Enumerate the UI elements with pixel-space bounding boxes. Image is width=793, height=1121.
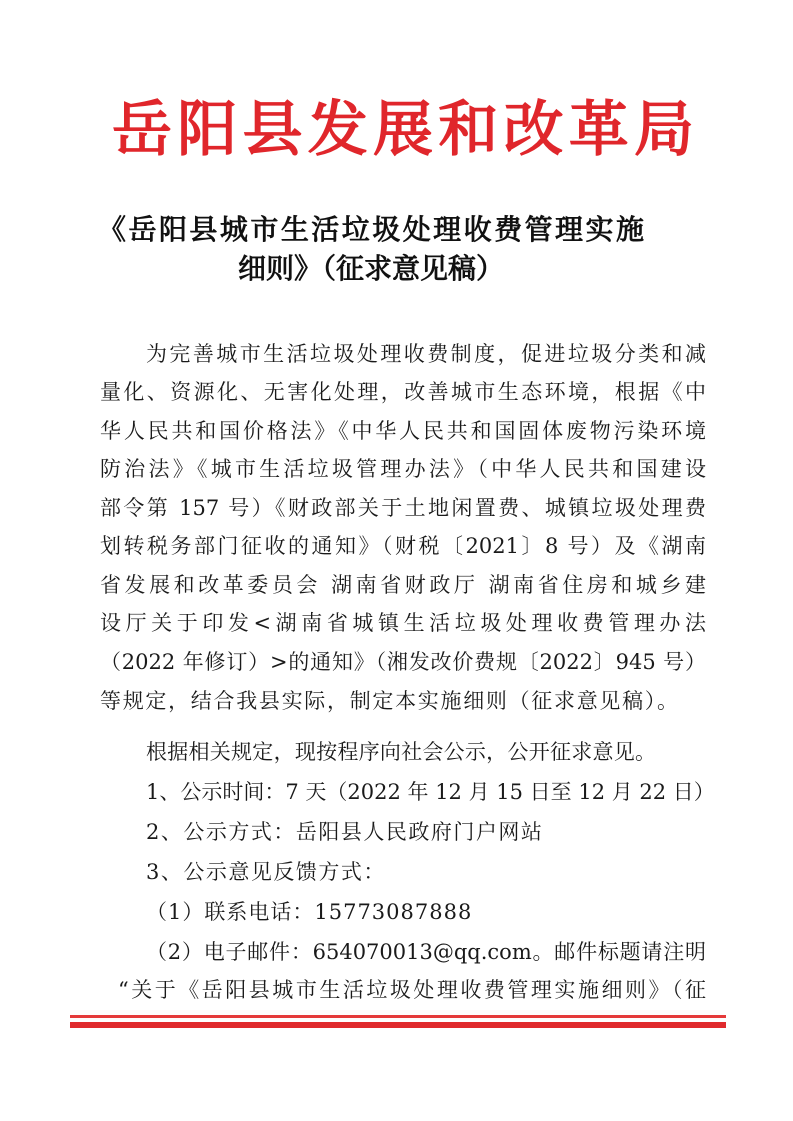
email-subject-line: “关于《岳阳县城市生活垃圾处理收费管理实施细则》（征 xyxy=(118,978,706,1002)
document-title-line-1: 《岳阳县城市生活垃圾处理收费管理实施 xyxy=(98,213,644,246)
document-title-line-2: 细则》（征求意见稿） xyxy=(238,252,505,285)
body-paragraph-line: 防治法》《城市生活垃圾管理办法》（中华人民共和国建设 xyxy=(100,457,706,481)
body-paragraph-line: 划转税务部门征收的通知》（财税〔2021〕8 号）及《湖南 xyxy=(100,534,706,558)
body-paragraph-line: 等规定，结合我县实际，制定本实施细则（征求意见稿）。 xyxy=(100,689,678,713)
body-paragraph-line: 量化、资源化、无害化处理，改善城市生态环境，根据《中 xyxy=(100,380,706,404)
notice-period-line: 1、公示时间：7 天（2022 年 12 月 15 日至 12 月 22 日） xyxy=(146,780,715,804)
issuing-organization-header: 岳阳县发展和改革局 xyxy=(112,95,694,165)
footer-divider-thick xyxy=(70,1022,726,1028)
public-notice-line: 根据相关规定，现按程序向社会公示，公开征求意见。 xyxy=(146,740,656,764)
footer-divider-thin xyxy=(70,1015,726,1018)
body-paragraph-line: 设厅关于印发<湖南省城镇生活垃圾处理收费管理办法 xyxy=(100,611,706,635)
feedback-method-line: 3、公示意见反馈方式： xyxy=(146,860,386,884)
body-paragraph-line: （2022 年修订）>的通知》（湘发改价费规〔2022〕945 号） xyxy=(100,650,706,674)
body-paragraph-line: 为完善城市生活垃圾处理收费制度，促进垃圾分类和减 xyxy=(146,342,706,366)
body-paragraph-line: 省发展和改革委员会 湖南省财政厅 湖南省住房和城乡建 xyxy=(100,573,706,597)
body-paragraph-line: 华人民共和国价格法》《中华人民共和国固体废物污染环境 xyxy=(100,419,706,443)
contact-email-line: （2）电子邮件：654070013@qq.com。邮件标题请注明 xyxy=(146,940,706,964)
contact-phone-line: （1）联系电话：15773087888 xyxy=(146,900,473,924)
body-paragraph-line: 部令第 157 号）《财政部关于土地闲置费、城镇垃圾处理费 xyxy=(100,496,706,520)
notice-method-line: 2、公示方式：岳阳县人民政府门户网站 xyxy=(146,820,544,844)
